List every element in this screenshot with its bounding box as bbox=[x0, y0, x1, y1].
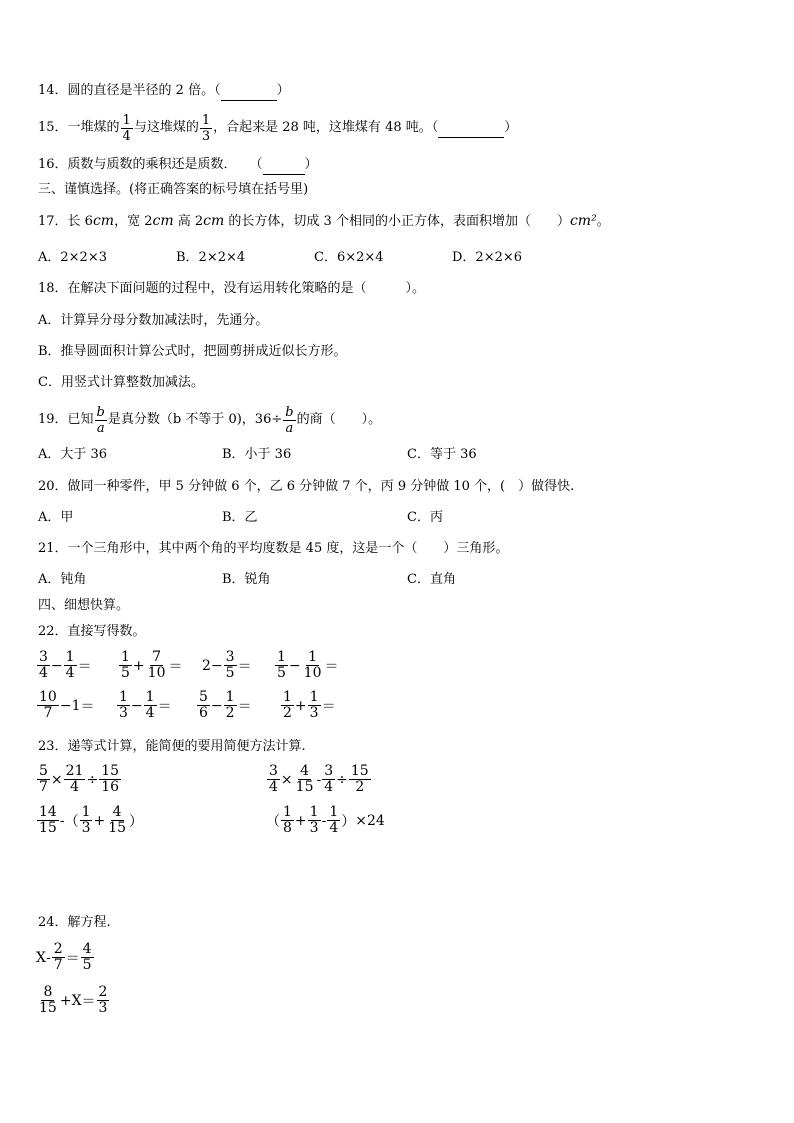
calc-item: 1 5 − $\frac{1}{10}$ ＝ bbox=[277, 649, 339, 681]
fraction: b a bbox=[96, 404, 105, 436]
calc-item: （ 1 8 + $\frac{1}{3}$ - 1 4 ） ×24 bbox=[266, 804, 385, 836]
answer-blank[interactable] bbox=[221, 82, 277, 101]
section-3-heading: 三、谨慎选择。(将正确答案的标号填在括号里) bbox=[38, 182, 309, 197]
option-c[interactable]: C．丙 bbox=[407, 510, 443, 525]
option-a[interactable]: A．甲 bbox=[38, 510, 74, 525]
calc-item: 3 4 − $\frac{1}{4}$ ＝ bbox=[39, 649, 92, 681]
option-b[interactable]: B．乙 bbox=[222, 510, 258, 525]
option-c[interactable]: C．等于 36 bbox=[407, 447, 477, 462]
question-21: 21．一个三角形中，其中两个角的平均度数是 45 度，这是一个（ ）三角形。 bbox=[38, 541, 509, 556]
calc-item: 1 2 + $\frac{1}{3}$ ＝ bbox=[283, 689, 336, 721]
option-a[interactable]: A．大于 36 bbox=[38, 447, 108, 462]
option-b[interactable]: B．推导圆面积计算公式时，把圆剪拼成近似长方形。 bbox=[38, 344, 347, 359]
option-c[interactable]: C．用竖式计算整数加减法。 bbox=[38, 375, 204, 390]
option-a[interactable]: A．钝角 bbox=[38, 572, 87, 587]
option-c[interactable]: C．6×2×4 bbox=[314, 250, 384, 265]
calc-item: $\frac{5}{7}$ × $\frac{21}{4}$ ÷ $\frac{15}{16}$ bbox=[39, 763, 120, 795]
question-14-text: 14．圆的直径是半径的 2 倍。（ bbox=[38, 83, 221, 98]
fraction: 1 4 bbox=[122, 112, 131, 144]
calc-item: 14 15 - （ 1 3 + $\frac{4}{15}$ ） bbox=[39, 804, 144, 836]
calc-item: 1 3 − $\frac{1}{4}$ ＝ bbox=[119, 689, 172, 721]
answer-blank[interactable] bbox=[438, 119, 504, 138]
question-23: 23．递等式计算，能简便的要用简便方法计算. bbox=[38, 739, 306, 754]
question-16: 16．质数与质数的乘积还是质数． （ ） bbox=[38, 156, 318, 175]
option-b[interactable]: B．小于 36 bbox=[222, 447, 292, 462]
calc-item: 10 7 − 1 ＝ bbox=[39, 689, 95, 721]
option-d[interactable]: D．2×2×6 bbox=[452, 250, 523, 265]
question-22: 22．直接写得数。 bbox=[38, 624, 146, 639]
option-b[interactable]: B．2×2×4 bbox=[176, 250, 246, 265]
option-c[interactable]: C．直角 bbox=[407, 572, 456, 587]
option-a[interactable]: A．计算异分母分数加减法时，先通分。 bbox=[38, 313, 269, 328]
question-18: 18．在解决下面问题的过程中，没有运用转化策略的是（ ）。 bbox=[38, 281, 426, 296]
question-20: 20．做同一种零件，甲 5 分钟做 6 个，乙 6 分钟做 7 个，丙 9 分钟做 10 个，( ）做得快. bbox=[38, 479, 575, 494]
calc-item: 1 5 + $\frac{7}{10}$ ＝ bbox=[121, 649, 183, 681]
calc-item: 5 6 − $\frac{1}{2}$ ＝ bbox=[199, 689, 252, 721]
calc-item: $\frac{3}{4}$ × $\frac{4}{15}$ - $\frac{3}{4}$ ÷ $\frac{15}{2}$ bbox=[269, 763, 369, 795]
question-14: 14．圆的直径是半径的 2 倍。（ ） bbox=[38, 82, 290, 101]
section-4-heading: 四、细想快算。 bbox=[38, 598, 130, 613]
option-a[interactable]: A．2×2×3 bbox=[38, 250, 107, 265]
question-15: 15．一堆煤的 1 4 与这堆煤的 1 3 ，合起来是 28 吨，这堆煤有 48 吨。（ ） bbox=[38, 112, 518, 144]
calc-item: 2 − $\frac{3}{5}$ ＝ bbox=[202, 649, 252, 681]
fraction: $\frac{b}{a}$ bbox=[285, 404, 294, 436]
question-24: 24．解方程. bbox=[38, 915, 111, 930]
equation: X - 2 7 ＝ 4 5 bbox=[36, 941, 92, 973]
option-b[interactable]: B．锐角 bbox=[222, 572, 271, 587]
answer-blank[interactable] bbox=[263, 156, 305, 175]
equation: 8 15 + X ＝ 2 3 bbox=[39, 984, 108, 1016]
question-19: 19．已知 b a 是真分数（b 不等于 0)，36÷ $\frac{b}{a}$ 的商（ ）。 bbox=[38, 404, 382, 436]
fraction: 1 3 bbox=[201, 112, 211, 144]
question-17: 17．长 6cm，宽 2cm 高 2cm 的长方体，切成 3 个相同的小正方体，表面积增加（ ）cm²。 bbox=[38, 213, 610, 229]
